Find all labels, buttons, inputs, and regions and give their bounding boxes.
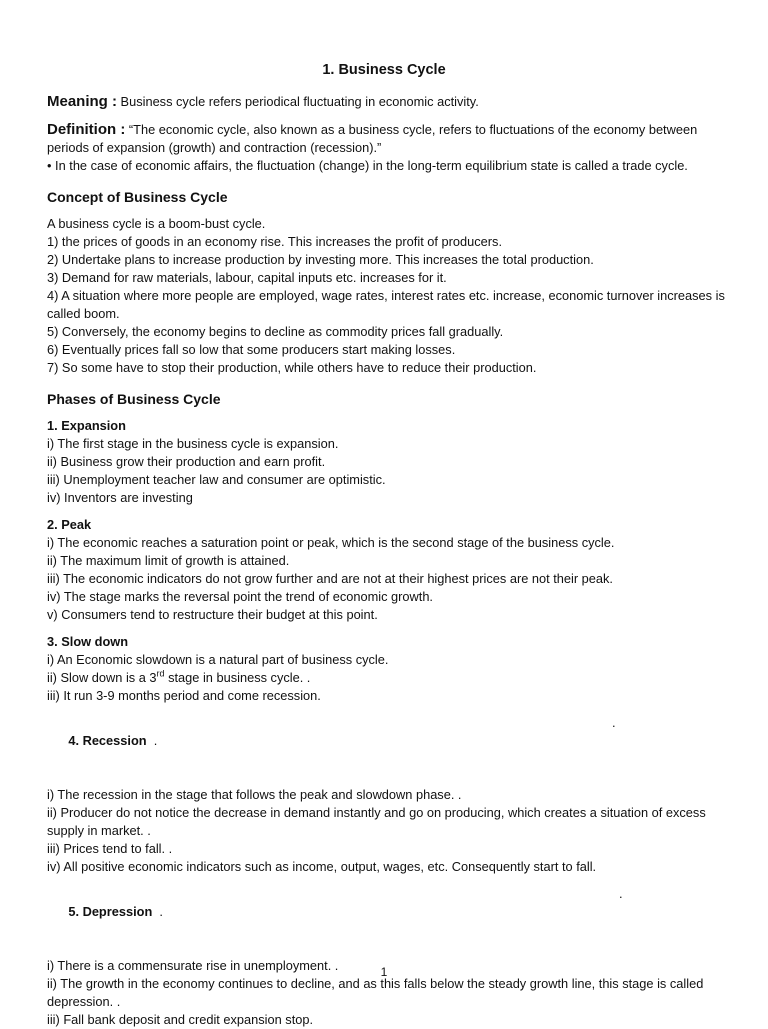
phases-heading: Phases of Business Cycle xyxy=(47,391,221,407)
expansion-heading: 1. Expansion xyxy=(47,418,126,433)
meaning-label: Meaning : xyxy=(47,93,117,110)
definition-paragraph xyxy=(47,121,737,157)
concept-item: 5) Conversely, the economy begins to decline as commodity prices fall gradually. xyxy=(47,324,504,339)
peak-item: v) Consumers tend to restructure their budget at this point. xyxy=(47,607,378,622)
slowdown-heading: 3. Slow down xyxy=(47,634,129,649)
concept-item: 3) Demand for raw materials, labour, capital inputs etc. increases for it. xyxy=(47,270,447,285)
recession-heading-row xyxy=(47,714,737,786)
peak-item: iv) The stage marks the reversal point the trend of economic growth. xyxy=(47,589,433,604)
slowdown-item: i) An Economic slowdown is a natural part of business cycle. xyxy=(47,652,389,667)
recession-item: i) The recession in the stage that follows the peak and slowdown phase. . xyxy=(47,787,462,802)
slowdown-item-text: stage in business cycle. . xyxy=(164,670,311,685)
expansion-item: iv) Inventors are investing xyxy=(47,490,193,505)
depression-item: i) There is a commensurate rise in unemployment. . xyxy=(47,958,339,973)
recession-heading-trail: . xyxy=(146,733,158,748)
expansion-item: iii) Unemployment teacher law and consumer are optimistic. xyxy=(47,472,386,487)
definition-text: “The economic cycle, also known as a business cycle, refers to fluctuations of the economy between periods of expansion (growth) and contraction (recession).” xyxy=(47,122,698,155)
recession-heading: 4. Recession xyxy=(68,733,147,748)
depression-item: ii) The growth in the economy continues to decline, and as this falls below the steady growth line, this stage is called depression. . xyxy=(47,976,704,1009)
depression-heading-trail: . xyxy=(152,904,163,919)
slowdown-item: iii) It run 3-9 months period and come recession. xyxy=(47,688,321,703)
definition-bullet: • In the case of economic affairs, the fluctuation (change) in the long-term equilibrium state is called a trade cycle. xyxy=(47,158,688,173)
concept-item: 1) the prices of goods in an economy rise. This increases the profit of producers. xyxy=(47,234,502,249)
document-body xyxy=(47,93,737,1029)
slowdown-item-text: ii) Slow down is a 3 xyxy=(47,670,157,685)
concept-item: 2) Undertake plans to increase production by investing more. This increases the total production. xyxy=(47,252,594,267)
ordinal-suffix: rd xyxy=(156,668,165,679)
slowdown-item xyxy=(47,669,737,687)
depression-heading-row xyxy=(47,885,737,957)
recession-item: ii) Producer do not notice the decrease in demand instantly and go on producing, which creates a situation of excess supply in market. . xyxy=(47,805,706,838)
recession-right-dot: . xyxy=(612,715,616,730)
expansion-item: ii) Business grow their production and earn profit. xyxy=(47,454,326,469)
recession-item: iii) Prices tend to fall. . xyxy=(47,841,173,856)
depression-right-dot: . xyxy=(619,886,623,901)
concept-item: 4) A situation where more people are employed, wage rates, interest rates etc. increase, economic turnover increases is called boom. xyxy=(47,288,725,321)
peak-item: iii) The economic indicators do not grow further and are not at their highest prices are not their peak. xyxy=(47,571,613,586)
page-number: 1 xyxy=(380,965,388,979)
concept-heading: Concept of Business Cycle xyxy=(47,189,228,205)
depression-heading: 5. Depression xyxy=(68,904,153,919)
definition-label: Definition : xyxy=(47,121,126,138)
meaning-text: Business cycle refers periodical fluctuating in economic activity. xyxy=(117,94,479,109)
concept-item: 7) So some have to stop their production, while others have to reduce their production. xyxy=(47,360,537,375)
expansion-item: i) The first stage in the business cycle is expansion. xyxy=(47,436,339,451)
recession-item: iv) All positive economic indicators such as income, output, wages, etc. Consequently start to fall. xyxy=(47,859,597,874)
page-title: 1. Business Cycle xyxy=(322,62,446,78)
depression-item: iii) Fall bank deposit and credit expansion stop. xyxy=(47,1012,314,1027)
peak-heading: 2. Peak xyxy=(47,517,92,532)
peak-item: i) The economic reaches a saturation point or peak, which is the second stage of the business cycle. xyxy=(47,535,615,550)
concept-item: 6) Eventually prices fall so low that some producers start making losses. xyxy=(47,342,456,357)
concept-intro: A business cycle is a boom-bust cycle. xyxy=(47,216,266,231)
meaning-paragraph xyxy=(47,93,737,111)
peak-item: ii) The maximum limit of growth is attained. xyxy=(47,553,290,568)
